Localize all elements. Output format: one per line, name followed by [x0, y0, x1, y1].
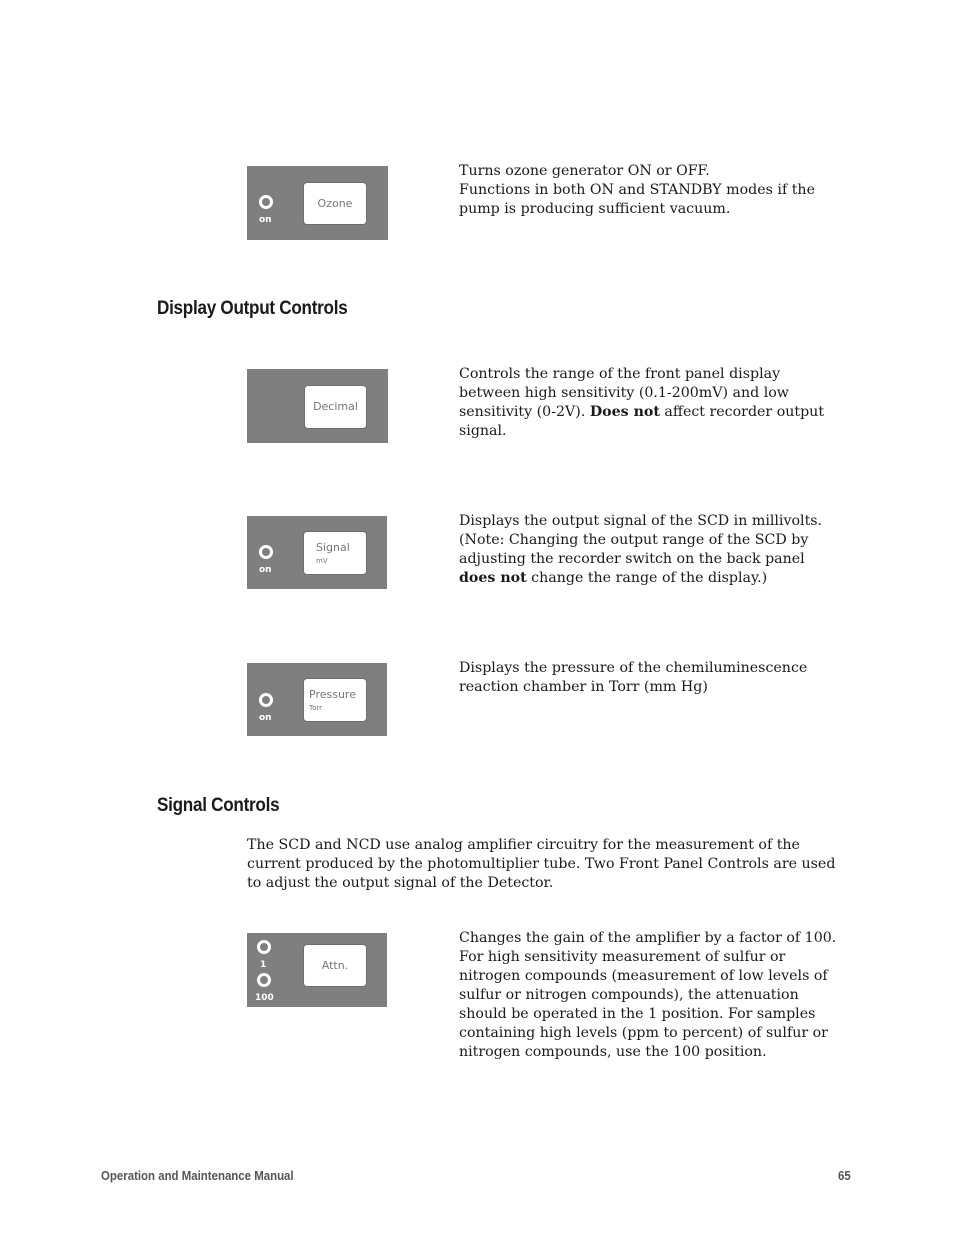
attn-1-label: 1 — [260, 960, 267, 970]
decimal-description — [459, 365, 844, 441]
ozone-control-panel — [247, 166, 388, 240]
ozone-button[interactable] — [304, 183, 366, 224]
signal-button[interactable] — [304, 532, 366, 574]
ozone-description — [459, 162, 844, 219]
pressure-description: Displays the pressure of the chemiluminescence reaction chamber in Torr (mm Hg) — [459, 660, 808, 695]
ozone-description-line1: Turns ozone generator ON or OFF. — [459, 163, 710, 179]
signal-description — [459, 512, 844, 588]
pressure-control-panel — [247, 663, 387, 736]
signal-on-label: on — [259, 565, 272, 575]
decimal-button[interactable] — [305, 386, 366, 428]
decimal-control-panel — [247, 369, 388, 443]
signal-button-label: Signal — [316, 541, 350, 554]
attn-control-panel — [247, 933, 387, 1007]
ozone-description-line2: Functions in both ON and STANDBY modes if the pump is producing sufficient vacuum. — [459, 182, 815, 217]
attn-100-indicator-icon — [257, 973, 271, 987]
pressure-on-indicator-icon — [259, 693, 273, 707]
decimal-button-label: Decimal — [313, 400, 358, 413]
ozone-on-indicator-icon — [259, 195, 273, 209]
footer-page-number: 65 — [838, 1168, 851, 1183]
decimal-description-bold: Does not — [589, 404, 660, 420]
signal-on-indicator-icon — [259, 545, 273, 559]
decimal-description-text-end: affect recorder output signal. — [459, 404, 825, 439]
pressure-button[interactable] — [304, 679, 366, 721]
signal-control-panel — [247, 516, 387, 589]
footer-manual-title: Operation and Maintenance Manual — [101, 1168, 294, 1183]
signal-controls-intro: The SCD and NCD use analog amplifier circuitry for the measurement of the current produced by the photomultiplier tube. Two Front Panel Controls are used to adjust the output signal of the Detector. — [247, 837, 836, 891]
pressure-button-label: Pressure — [309, 688, 356, 701]
attn-100-label: 100 — [255, 993, 274, 1003]
attn-1-indicator-icon — [257, 940, 271, 954]
signal-button-unit: mV — [316, 557, 328, 565]
display-output-controls-heading: Display Output Controls — [157, 298, 348, 319]
attn-description: Changes the gain of the amplifier by a factor of 100. For high sensitivity measurement of sulfur or nitrogen compounds (measurement of low levels of sulfur or nitrogen compounds), the attenuation should be operated in the 1 position. For samples containing high levels (ppm to percent) of sulfur or nitrogen compounds, use the 100 position. — [459, 930, 837, 1060]
ozone-on-label: on — [259, 215, 272, 225]
pressure-on-label: on — [259, 713, 272, 723]
decimal-description-text: Controls the range of the front panel display between high sensitivity (0.1-200mV) and low sensitivity (0-2V). — [459, 366, 789, 420]
attn-button-label: Attn. — [321, 959, 349, 972]
pressure-button-unit: Torr — [309, 704, 323, 712]
signal-description-text: Displays the output signal of the SCD in millivolts. (Note: Changing the output range of the SCD by adjusting the recorder switch on the back panel — [459, 513, 823, 567]
signal-controls-heading: Signal Controls — [157, 795, 280, 816]
attn-button[interactable] — [304, 945, 366, 986]
ozone-button-label: Ozone — [317, 197, 353, 210]
signal-description-text-end: change the range of the display.) — [526, 570, 768, 586]
signal-description-bold: does not — [459, 570, 527, 586]
